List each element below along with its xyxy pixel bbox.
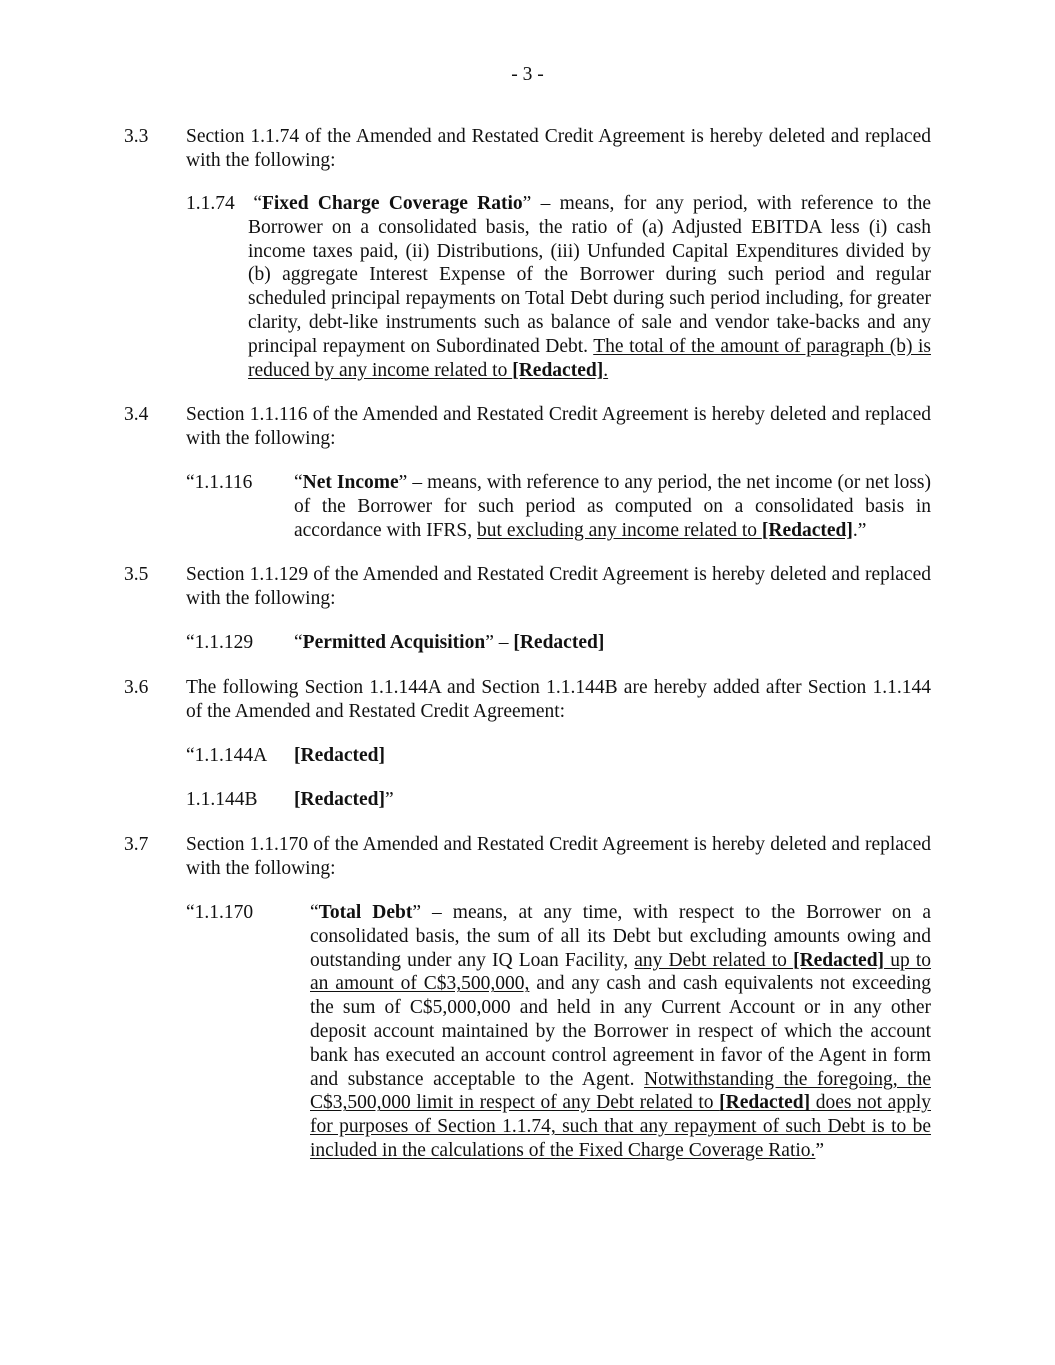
definition-label: “1.1.170	[186, 902, 254, 923]
text-run: Section 1.1.170 of the Amended and Restated Credit Agreement is hereby deleted and replaced with the following:	[186, 834, 931, 879]
section-3-7	[124, 833, 931, 881]
bold-text: [Redacted]	[513, 632, 605, 653]
section-3-6	[124, 676, 931, 724]
definition-label: 1.1.74	[186, 193, 254, 214]
section-3-5	[124, 563, 931, 611]
section-text	[186, 563, 931, 611]
text-run: “	[294, 472, 303, 493]
text-run: .”	[852, 519, 867, 541]
bold-text: Fixed Charge Coverage Ratio	[261, 193, 523, 214]
text-run: ”	[384, 789, 394, 810]
bold-text: Net Income	[302, 472, 399, 493]
definition-1-1-144a	[186, 744, 931, 768]
definition-text	[294, 631, 931, 655]
underlined-text: .	[603, 359, 609, 381]
text-run: and any cash and cash equivalents not exceeding the sum of C$5,000,000 and held in any Current Account or in any other deposit account maintained by the Borrower in respect of which the account bank has executed an account control agreement in favor of the Agent in form and substance acceptable to the Agent.	[310, 973, 931, 1090]
text-run: ” –	[485, 632, 514, 653]
bold-text: Total Debt	[318, 902, 413, 923]
definition-1-1-116	[186, 471, 931, 542]
bold-text: [Redacted]	[294, 789, 385, 810]
definition-1-1-144b	[186, 788, 931, 812]
underlined-text: any Debt related to	[634, 949, 794, 971]
text-run: The following Section 1.1.144A and Section 1.1.144B are hereby added after Section 1.1.144 of the Amended and Restated Credit Agreement:	[186, 677, 931, 722]
text-run: ” – means, at any time, with respect to the Borrower on a consolidated basis, the sum of all its Debt but excluding amounts owing and outstanding under any IQ Loan Facility,	[310, 902, 931, 971]
text-run: Section 1.1.116 of the Amended and Restated Credit Agreement is hereby deleted and replaced with the following:	[186, 404, 931, 449]
underlined-text: but excluding any income related to	[477, 519, 762, 541]
definition-label: “1.1.116	[186, 472, 253, 493]
text-run: Section 1.1.74 of the Amended and Restated Credit Agreement is hereby deleted and replaced with the following:	[186, 126, 931, 171]
bold-text: [Redacted]	[294, 745, 385, 766]
text-run: ” – means, for any period, with reference to the Borrower on a consolidated basis, the ratio of (a) Adjusted EBITDA less (i) cash income taxes paid, (ii) Distributions, (iii) Unfunded Capital Expenditures divided by (b) aggregate Interest Expense of the Borrower during such period and regular scheduled principal repayments on Total Debt during such period including, for greater clarity, debt-like instruments such as balance of sale and vendor take-backs and any principal repayment on Subordinated Debt.	[248, 193, 932, 357]
section-text	[186, 125, 931, 173]
bold-text: [Redacted]	[761, 519, 853, 541]
section-text	[186, 676, 931, 724]
section-number: 3.5	[124, 564, 149, 585]
definition-1-1-170	[186, 901, 931, 1163]
definition-label: “1.1.129	[186, 632, 254, 653]
text-run: Section 1.1.129 of the Amended and Restated Credit Agreement is hereby deleted and replaced with the following:	[186, 564, 931, 609]
definition-label: 1.1.144B	[186, 789, 258, 810]
bold-text: [Redacted]	[719, 1092, 811, 1114]
definition-text	[294, 744, 931, 768]
definition-label: “1.1.144A	[186, 745, 268, 766]
definition-text	[248, 193, 931, 381]
bold-text: Permitted Acquisition	[302, 632, 486, 653]
section-text	[186, 403, 931, 451]
page-number: - 3 -	[511, 64, 544, 85]
section-text	[186, 833, 931, 881]
bold-text: [Redacted]	[793, 949, 885, 971]
underlined-text: The total of the amount of paragraph (b) is reduced by any income related to	[248, 335, 931, 381]
definition-text	[294, 788, 931, 812]
text-run: ” – means, with reference to any period, the net income (or net loss) of the Borrower for such period as computed on a consolidated basis in accordance with IFRS,	[294, 472, 931, 541]
underlined-text: does not apply for purposes of Section 1.1.74, such that any repayment of such Debt is to be included in the calculations of the Fixed Charge Coverage Ratio.	[310, 1092, 931, 1161]
section-number: 3.6	[124, 677, 149, 698]
section-number: 3.7	[124, 834, 149, 855]
section-number: 3.4	[124, 404, 149, 425]
underlined-text: up to an amount of C$3,500,000,	[310, 949, 931, 995]
definition-text	[310, 901, 931, 1163]
definition-1-1-129	[186, 631, 931, 655]
underlined-text: Notwithstanding the foregoing, the C$3,500,000 limit in respect of any Debt related to	[310, 1068, 931, 1114]
section-number: 3.3	[124, 126, 149, 147]
text-run: “	[310, 902, 319, 923]
text-run: “	[294, 632, 303, 653]
text-run: “	[253, 193, 262, 214]
definition-1-1-74	[186, 192, 931, 382]
bold-text: [Redacted]	[512, 359, 604, 381]
section-3-4	[124, 403, 931, 451]
section-3-3	[124, 125, 931, 173]
text-run: ”	[815, 1139, 825, 1161]
definition-text	[294, 471, 931, 542]
